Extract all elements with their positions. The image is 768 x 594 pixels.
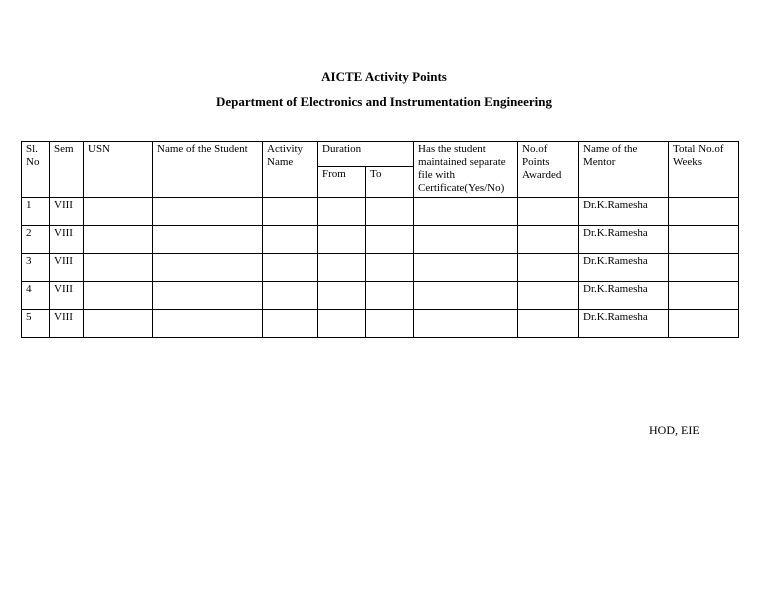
cell-mentor: Dr.K.Ramesha — [579, 282, 669, 310]
header-mentor: Name of the Mentor — [579, 142, 669, 198]
cell-points[interactable] — [518, 198, 579, 226]
cell-usn[interactable] — [84, 254, 153, 282]
cell-sem: VIII — [50, 282, 84, 310]
cell-to[interactable] — [366, 310, 414, 338]
cell-activity-name[interactable] — [263, 282, 318, 310]
cell-weeks[interactable] — [669, 282, 739, 310]
cell-student-name[interactable] — [153, 282, 263, 310]
cell-certificate[interactable] — [414, 310, 518, 338]
table-header — [22, 142, 739, 198]
cell-from[interactable] — [318, 310, 366, 338]
cell-to[interactable] — [366, 282, 414, 310]
table-row — [22, 282, 739, 310]
cell-from[interactable] — [318, 254, 366, 282]
header-points: No.of Points Awarded — [518, 142, 579, 198]
department-heading: Department of Electronics and Instrumentation Engineering — [216, 94, 552, 109]
header-certificate: Has the student maintained separate file with Certificate(Yes/No) — [414, 142, 518, 198]
cell-sl-no: 5 — [22, 310, 50, 338]
cell-points[interactable] — [518, 310, 579, 338]
cell-usn[interactable] — [84, 310, 153, 338]
cell-sl-no: 4 — [22, 282, 50, 310]
cell-student-name[interactable] — [153, 226, 263, 254]
cell-from[interactable] — [318, 282, 366, 310]
cell-weeks[interactable] — [669, 198, 739, 226]
cell-sem: VIII — [50, 254, 84, 282]
cell-sem: VIII — [50, 310, 84, 338]
header-duration: Duration — [318, 142, 414, 167]
header-from: From — [318, 167, 366, 198]
cell-weeks[interactable] — [669, 254, 739, 282]
header-activity-name: Activity Name — [263, 142, 318, 198]
table-row — [22, 226, 739, 254]
cell-mentor: Dr.K.Ramesha — [579, 254, 669, 282]
cell-to[interactable] — [366, 198, 414, 226]
cell-mentor: Dr.K.Ramesha — [579, 226, 669, 254]
cell-sl-no: 3 — [22, 254, 50, 282]
cell-student-name[interactable] — [153, 310, 263, 338]
cell-activity-name[interactable] — [263, 198, 318, 226]
cell-to[interactable] — [366, 254, 414, 282]
cell-points[interactable] — [518, 282, 579, 310]
cell-points[interactable] — [518, 226, 579, 254]
cell-sl-no: 1 — [22, 198, 50, 226]
cell-mentor: Dr.K.Ramesha — [579, 198, 669, 226]
cell-student-name[interactable] — [153, 198, 263, 226]
cell-from[interactable] — [318, 198, 366, 226]
header-to: To — [366, 167, 414, 198]
document-title: AICTE Activity Points — [321, 69, 447, 84]
cell-usn[interactable] — [84, 226, 153, 254]
activity-points-table — [21, 141, 739, 338]
header-usn: USN — [84, 142, 153, 198]
cell-weeks[interactable] — [669, 226, 739, 254]
table-row — [22, 198, 739, 226]
header-sem: Sem — [50, 142, 84, 198]
cell-sem: VIII — [50, 226, 84, 254]
cell-to[interactable] — [366, 226, 414, 254]
cell-sl-no: 2 — [22, 226, 50, 254]
cell-usn[interactable] — [84, 198, 153, 226]
cell-sem: VIII — [50, 198, 84, 226]
cell-certificate[interactable] — [414, 226, 518, 254]
header-weeks: Total No.of Weeks — [669, 142, 739, 198]
cell-activity-name[interactable] — [263, 226, 318, 254]
cell-certificate[interactable] — [414, 254, 518, 282]
cell-usn[interactable] — [84, 282, 153, 310]
cell-points[interactable] — [518, 254, 579, 282]
cell-certificate[interactable] — [414, 282, 518, 310]
table-row — [22, 254, 739, 282]
table-row — [22, 310, 739, 338]
cell-activity-name[interactable] — [263, 254, 318, 282]
header-sl-no: Sl. No — [22, 142, 50, 198]
cell-student-name[interactable] — [153, 254, 263, 282]
cell-weeks[interactable] — [669, 310, 739, 338]
cell-mentor: Dr.K.Ramesha — [579, 310, 669, 338]
cell-certificate[interactable] — [414, 198, 518, 226]
header-student-name: Name of the Student — [153, 142, 263, 198]
hod-signature: HOD, EIE — [649, 423, 700, 437]
cell-activity-name[interactable] — [263, 310, 318, 338]
cell-from[interactable] — [318, 226, 366, 254]
table-body — [22, 198, 739, 338]
